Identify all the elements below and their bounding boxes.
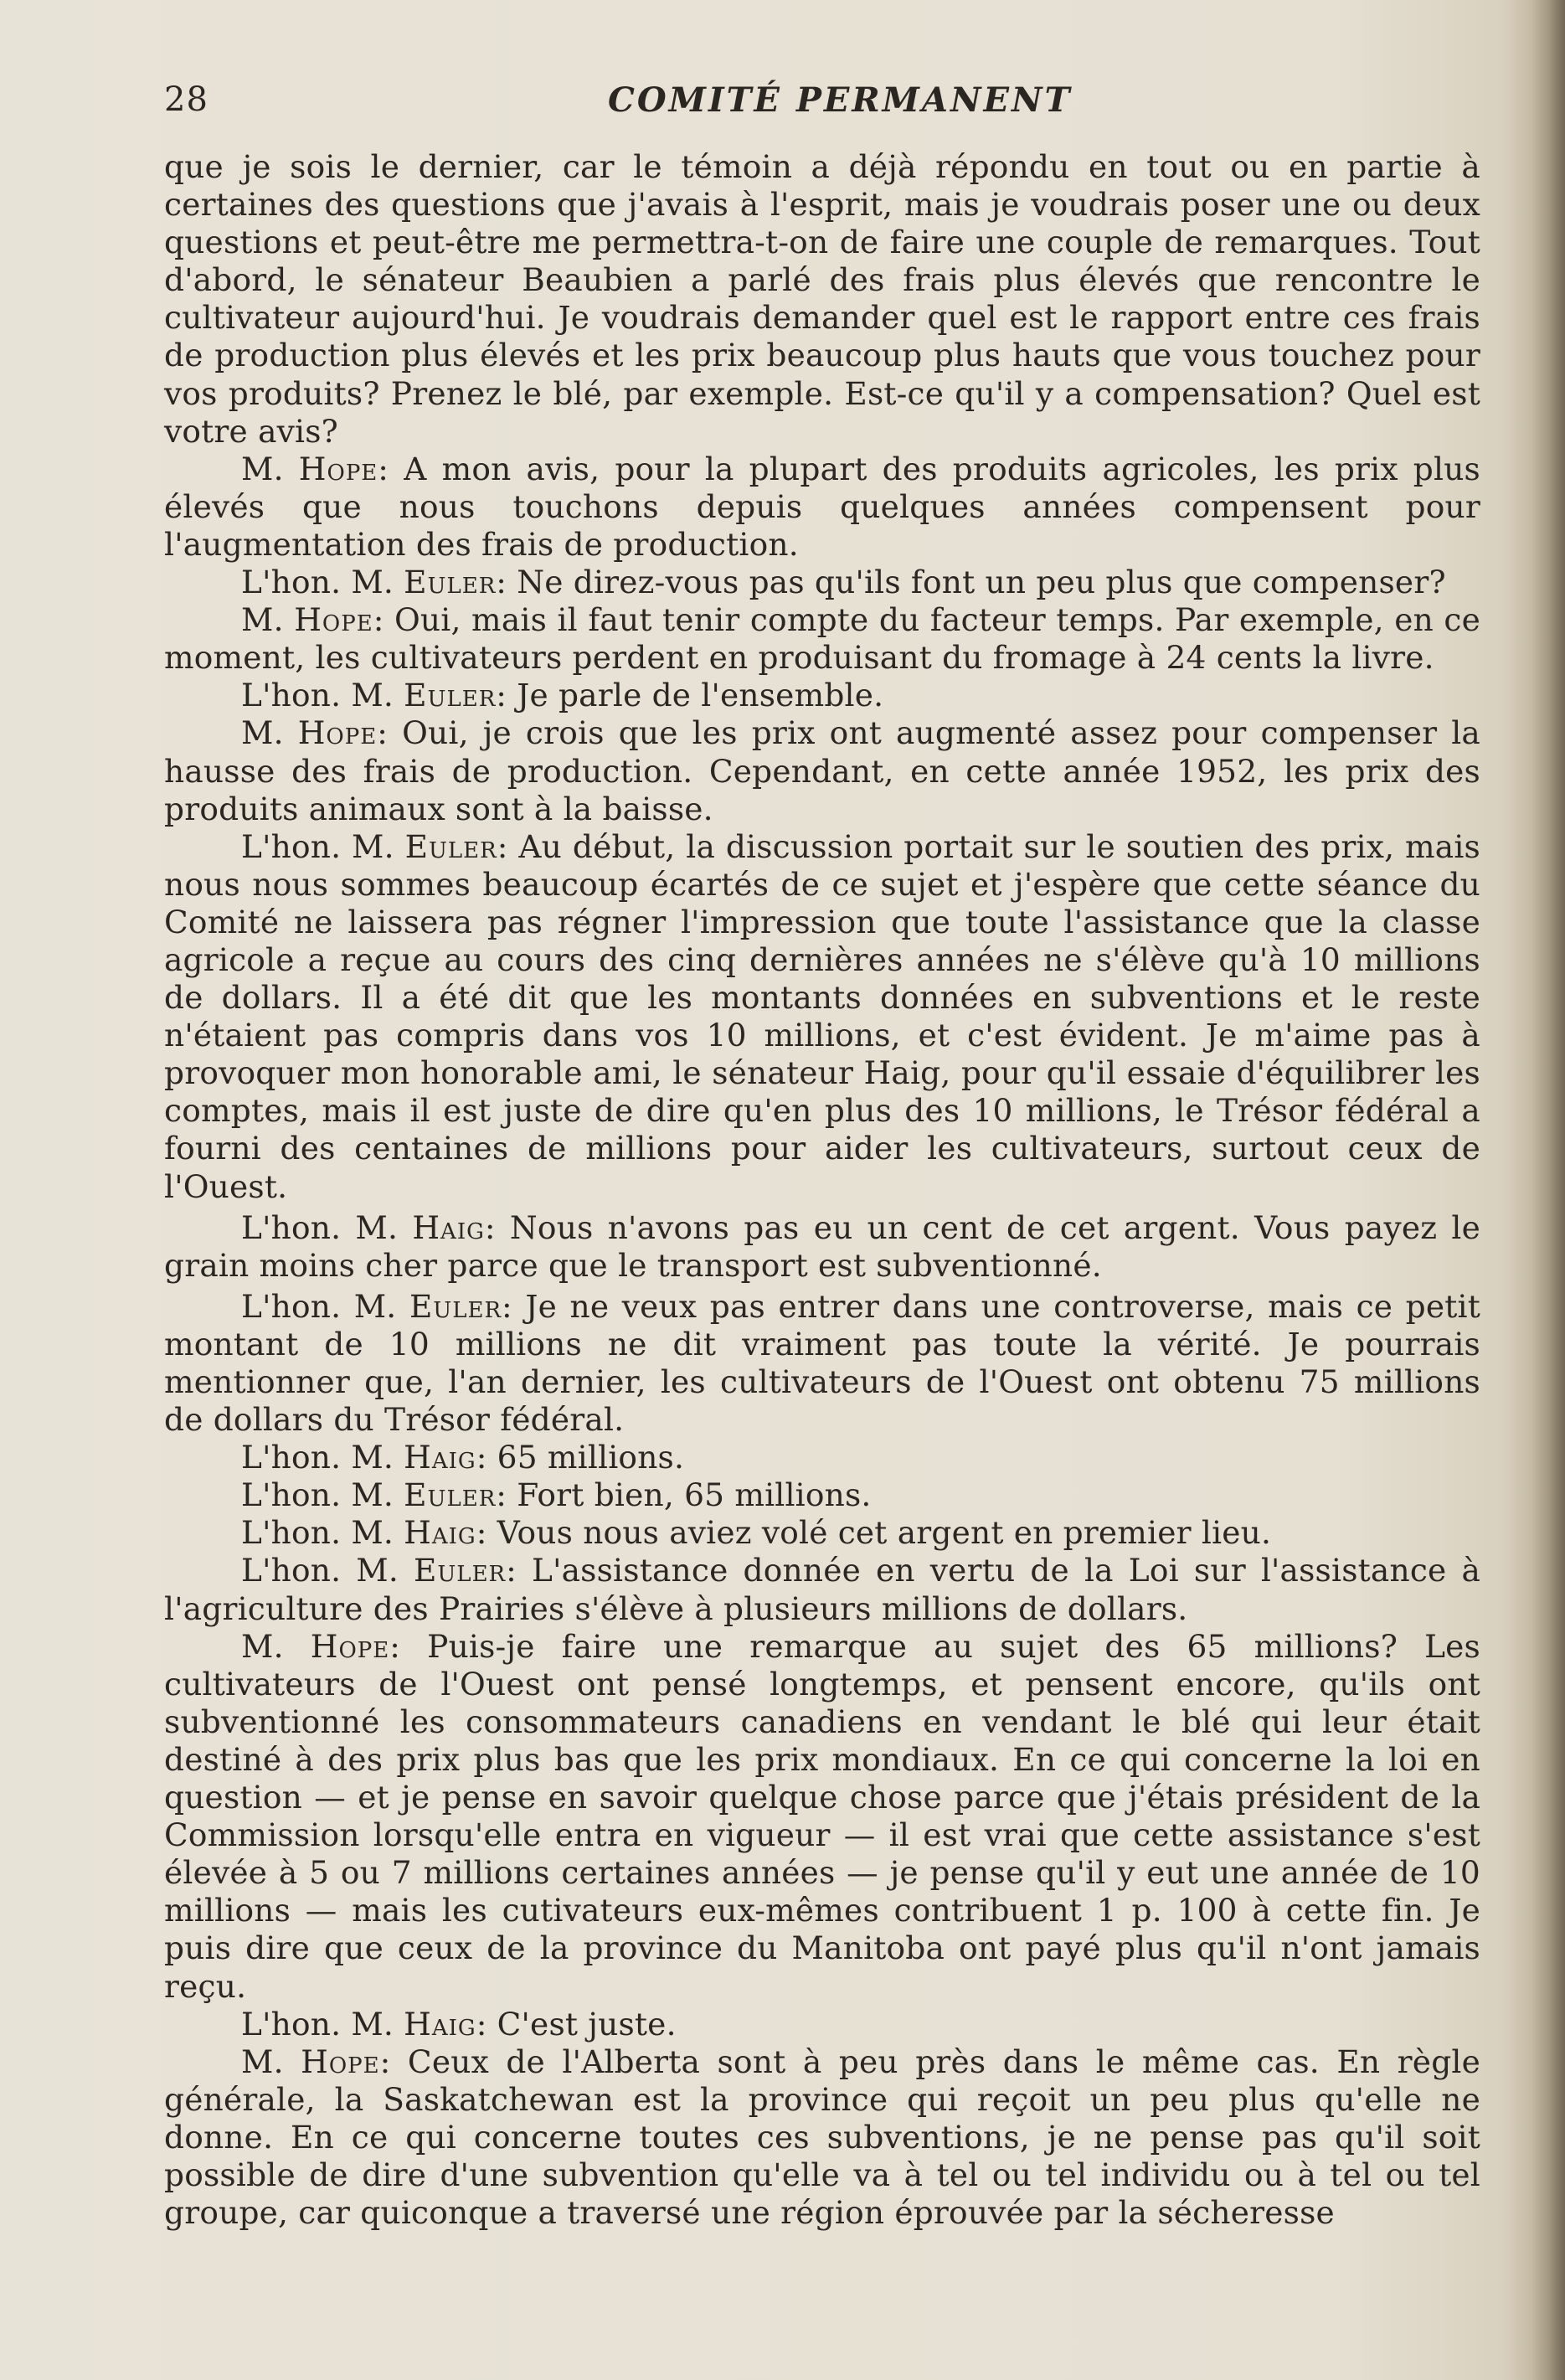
speaker-name: Haig — [412, 1208, 485, 1246]
speaker-name: Hope — [297, 714, 378, 752]
paragraph: M. Hope: Oui, je crois que les prix ont augmenté assez pour compenser la hausse des frais de production. Cependant, en cette année 1952, les prix des produits animaux sont à la baisse. — [164, 714, 1480, 827]
speaker-name: Hope — [294, 601, 373, 639]
speaker-name: Euler — [404, 1476, 497, 1514]
paragraph: M. Hope: Puis-je faire une remarque au sujet des 65 millions? Les cultivateurs de l'Ouest ont pensé longtemps, et pensent encore, qu'ils ont subventionné les consommateurs canadiens en vendant le blé qui leur était destiné à des prix plus bas que les prix mondiaux. En ce qui concerne la loi en question — et je pense en savoir quelque chose parce que j'étais président de la Commission lorsqu'elle entra en vigueur — il est vrai que cette assistance s'est élevée à 5 ou 7 millions certaines années — je pense qu'il y eut une année de 10 millions — mais les cutivateurs eux-mêmes contribuent 1 p. 100 à cette fin. Je puis dire que ceux de la province du Manitoba ont payé plus qu'il n'ont jamais reçu. — [164, 1627, 1481, 2005]
paragraph: L'hon. M. Euler: Fort bien, 65 millions. — [241, 1476, 872, 1514]
speaker-name: Haig — [404, 1514, 476, 1552]
speaker-name: Haig — [404, 2005, 476, 2043]
page-header — [164, 80, 1487, 131]
paragraph: M. Hope: Ceux de l'Alberta sont à peu près dans le même cas. En règle générale, la Saskatchewan est la province qui reçoit un peu plus qu'elle ne donne. En ce qui concerne toutes ces subventions, je ne pense pas qu'il soit possible de dire d'une subvention qu'elle va à tel ou tel individu ou à tel ou tel groupe, car quiconque a traversé une région éprouvée par la sécheresse — [164, 2043, 1480, 2232]
paragraph: que je sois le dernier, car le témoin a déjà répondu en tout ou en partie à certaines des questions que j'avais à l'esprit, mais je voudrais poser une ou deux questions et peut-être me permettra-t-on de faire une couple de remarques. Tout d'abord, le sénateur Beaubien a parlé des frais plus élevés que rencontre le cultivateur aujourd'hui. Je voudrais demander quel est le rapport entre ces frais de production plus élevés et les prix beaucoup plus hauts que vous touchez pour vos produits? Prenez le blé, par exemple. Est-ce qu'il y a compensation? Quel est votre avis? — [164, 148, 1480, 450]
paragraph: L'hon. M. Euler: Au début, la discussion portait sur le soutien des prix, mais nous nous sommes beaucoup écartés de ce sujet et j'espère que cette séance du Comité ne laissera pas régner l'impression que toute l'assistance que la classe agricole a reçue au cours des cinq dernières années ne s'élève qu'à 10 millions de dollars. Il a été dit que les montants données en subventions et le reste n'étaient pas compris dans vos 10 millions, et c'est évident. Je m'aime pas à provoquer mon honorable ami, le sénateur Haig, pour qu'il essaie d'équilibrer les comptes, mais il est juste de dire qu'en plus des 10 millions, le Trésor fédéral a fourni des centaines de millions pour aider les cultivateurs, surtout ceux de l'Ouest. — [164, 827, 1480, 1205]
speaker-name: Euler — [409, 1287, 502, 1325]
paragraph: L'hon. M. Haig: C'est juste. — [241, 2005, 677, 2043]
speaker-name: Hope — [301, 2043, 380, 2080]
paragraph: L'hon. M. Haig: 65 millions. — [241, 1439, 685, 1476]
paragraph: L'hon. M. Euler: Je ne veux pas entrer dans une controverse, mais ce petit montant de 10 millions ne dit vraiment pas toute la vérité. Je pourrais mentionner que, l'an dernier, les cultivateurs de l'Ouest ont obtenu 75 millions de dollars du Trésor fédéral. — [164, 1287, 1481, 1439]
speaker-name: Euler — [404, 677, 497, 714]
paragraph: L'hon. M. Euler: Je parle de l'ensemble. — [241, 677, 884, 714]
speaker-name: Haig — [404, 1439, 476, 1476]
page-number: 28 — [164, 80, 208, 119]
speaker-name: Euler — [404, 827, 497, 865]
page-edge-shadow — [1532, 0, 1565, 2380]
paragraph: L'hon. M. Haig: Nous n'avons pas eu un cent de cet argent. Vous payez le grain moins cher parce que le transport est subventionné. — [164, 1208, 1480, 1284]
speaker-name: Hope — [310, 1627, 390, 1665]
running-title: COMITÉ PERMANENT — [608, 80, 1073, 120]
speaker-name: Euler — [404, 564, 497, 601]
paragraph: M. Hope: Oui, mais il faut tenir compte du facteur temps. Par exemple, en ce moment, les cultivateurs perdent en produisant du fromage à 24 cents la livre. — [164, 601, 1480, 677]
paragraph: L'hon. M. Euler: Ne direz-vous pas qu'ils font un peu plus que compenser? — [241, 564, 1446, 601]
paragraph: L'hon. M. Euler: L'assistance donnée en vertu de la Loi sur l'assistance à l'agriculture des Prairies s'élève à plusieurs millions de dollars. — [164, 1552, 1481, 1627]
speaker-name: Hope — [298, 450, 378, 487]
body-text — [164, 148, 1480, 2292]
paragraph: M. Hope: A mon avis, pour la plupart des produits agricoles, les prix plus élevés que nous touchons depuis quelques années compensent pour l'augmentation des frais de production. — [164, 450, 1480, 563]
speaker-name: Euler — [414, 1552, 507, 1589]
paragraph: L'hon. M. Haig: Vous nous aviez volé cet argent en premier lieu. — [241, 1514, 1272, 1552]
